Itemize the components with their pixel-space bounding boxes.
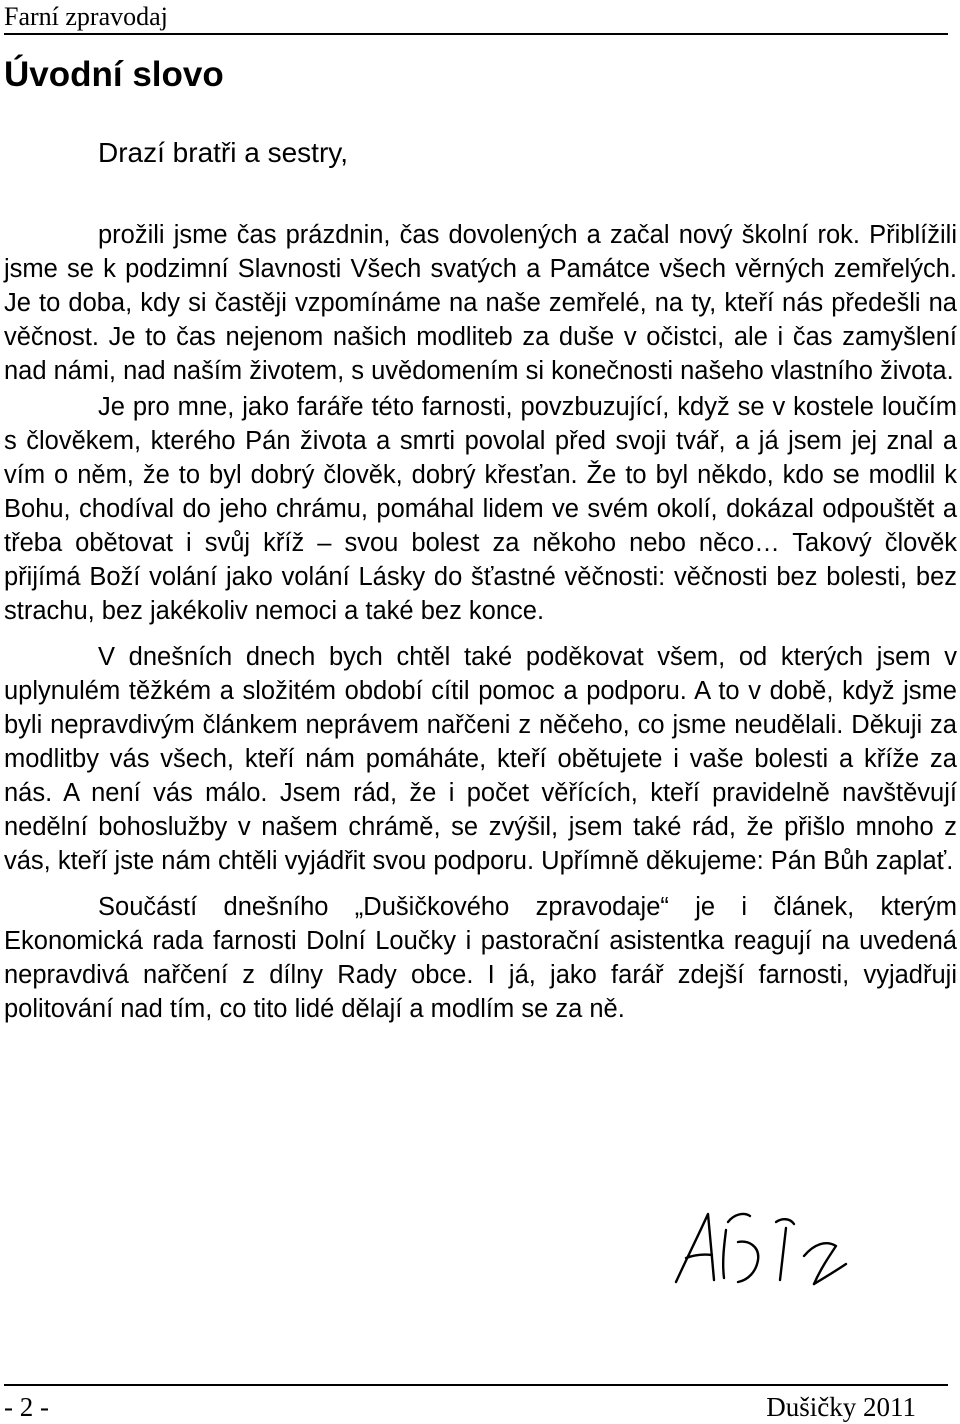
paragraph-2: Je pro mne, jako faráře této farnosti, povzbuzující, když se v kostele loučím s člověkem, kterého Pán života a smrti povolal před svoji tvář, a já jsem jej znal a vím o něm, že to byl dobrý člověk, dobrý křesťan. Že to byl někdo, kdo se modlil k Bohu, chodíval do jeho chrámu, pomáhal lidem ve svém okolí, dokázal odpouštět a třeba obětovat i svůj kříž – svou bolest za někoho nebo něco… Takový člověk přijímá Boží volání jako volání Lásky do šťastné věčnosti: věčnosti bez bolesti, bez strachu, bez jakékoliv nemoci a také bez konce. [4, 393, 957, 625]
paragraph-3: V dnešních dnech bych chtěl také poděkovat všem, od kterých jsem v uplynulém těžkém a složitém období cítil pomoc a podporu. A to v době, když jsme byli nepravdivým článkem neprávem nařčeni z něčeho, co jsme neudělali. Děkuji za modlitby vás všech, kteří nám pomáháte, kteří obětujete i vaše bolesti a kříže za nás. A není vás málo. Jsem rád, že i počet věřících, kteří pravidelně navštěvují nedělní bohoslužby v našem chrámě, se zvýšil, jsem také rád, že přišlo mnoho z vás, kteří jste nám chtěli vyjádřit svou podporu. Upřímně děkujeme: Pán Bůh zaplať. [4, 643, 957, 875]
article-title: Úvodní slovo [4, 55, 224, 94]
publication-title: Farní zpravodaj [4, 2, 168, 31]
page-number: - 2 - [4, 1392, 49, 1422]
salutation: Drazí bratři a sestry, [98, 137, 348, 168]
handwritten-signature [664, 1200, 864, 1295]
paragraph-1: prožili jsme čas prázdnin, čas dovolených a začal nový školní rok. Přiblížili jsme se k podzimní Slavnosti Všech svatých a Památce všech věrných zemřelých. Je to doba, kdy si častěji vzpomínáme na naše zemřelé, na ty, kteří nás předešli na věčnost. Je to čas nejenom našich modliteb za duše v očistci, ale i čas zamyšlení nad námi, nad naším životem, s uvědomením si konečnosti našeho vlastního života. [4, 221, 957, 385]
header-divider [4, 33, 948, 35]
footer-divider [4, 1384, 948, 1386]
article-body [4, 218, 957, 1038]
paragraph-4: Součástí dnešního „Dušičkového zpravodaje“ je i článek, kterým Ekonomická rada farnosti Dolní Loučky i pastorační asistentka reagují na uvedená nepravdivá nařčení z dílny Rady obce. I já, jako farář zdejší farnosti, vyjadřuji politování nad tím, co tito lidé dělají a modlím se za ně. [4, 893, 957, 1023]
issue-label: Dušičky 2011 [766, 1392, 916, 1422]
